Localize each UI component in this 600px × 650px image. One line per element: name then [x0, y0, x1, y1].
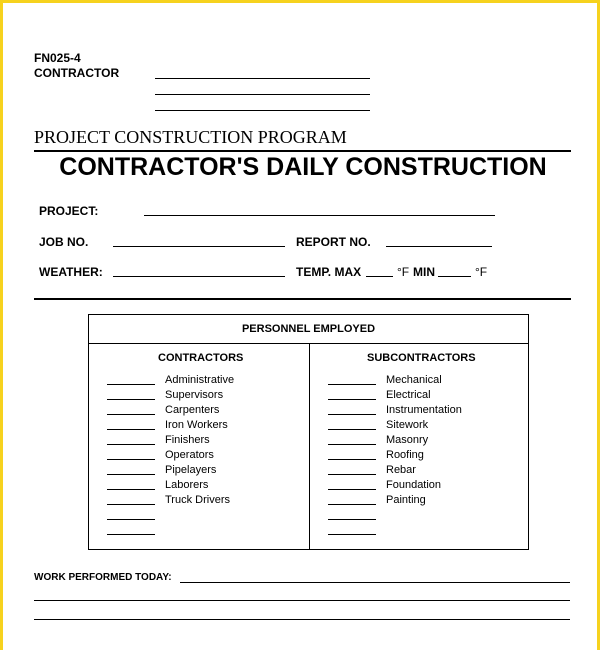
subcontractor-label: Instrumentation [386, 404, 462, 416]
contractor-count-field[interactable] [107, 429, 155, 430]
contractor-label: Finishers [165, 434, 210, 446]
weather-label: WEATHER: [39, 265, 103, 279]
subcontractor-count-field[interactable] [328, 384, 376, 385]
contractor-label: Laborers [165, 479, 209, 491]
work-performed-line-3[interactable] [34, 619, 570, 620]
contractor-count-field[interactable] [107, 519, 155, 520]
contractor-label: Supervisors [165, 389, 224, 401]
contractors-title: CONTRACTORS [158, 352, 244, 364]
subcontractor-label: Foundation [386, 479, 442, 491]
job-no-label: JOB NO. [39, 235, 89, 249]
contractor-label: Iron Workers [165, 419, 228, 431]
main-title: CONTRACTOR'S DAILY CONSTRUCTION [59, 153, 547, 181]
personnel-box [88, 314, 529, 550]
contractor-label: Operators [165, 449, 214, 461]
title-rule [34, 150, 571, 152]
contractor-label: Pipelayers [165, 464, 217, 476]
temp-min-field[interactable] [438, 276, 471, 277]
contractor-count-field[interactable] [107, 474, 155, 475]
subcontractor-label: Electrical [386, 389, 431, 401]
temp-max-unit: °F [397, 265, 410, 279]
contractor-count-field[interactable] [107, 459, 155, 460]
project-label: PROJECT: [39, 204, 99, 218]
subcontractor-label: Painting [386, 494, 426, 506]
contractor-label: Truck Drivers [165, 494, 230, 506]
report-no-label: REPORT NO. [296, 235, 371, 249]
contractor-count-field[interactable] [107, 534, 155, 535]
subcontractor-label: Masonry [386, 434, 429, 446]
subcontractor-count-field[interactable] [328, 474, 376, 475]
report-no-field[interactable] [386, 246, 492, 247]
personnel-divider [309, 343, 310, 549]
contractor-label: CONTRACTOR [34, 66, 120, 80]
subcontractor-count-field[interactable] [328, 489, 376, 490]
temp-max-label: TEMP. MAX [296, 265, 362, 279]
contractor-count-field[interactable] [107, 399, 155, 400]
program-title: PROJECT CONSTRUCTION PROGRAM [34, 127, 347, 147]
contractor-line-3[interactable] [155, 110, 370, 111]
job-no-field[interactable] [113, 246, 285, 247]
section-rule [34, 298, 571, 300]
work-performed-line-2[interactable] [34, 600, 570, 601]
contractor-count-field[interactable] [107, 414, 155, 415]
contractor-count-field[interactable] [107, 504, 155, 505]
subcontractor-count-field[interactable] [328, 414, 376, 415]
contractor-line-1[interactable] [155, 78, 370, 79]
subcontractor-count-field[interactable] [328, 429, 376, 430]
subcontractors-title: SUBCONTRACTORS [367, 352, 476, 364]
subcontractor-count-field[interactable] [328, 399, 376, 400]
contractor-line-2[interactable] [155, 94, 370, 95]
project-field[interactable] [144, 215, 495, 216]
subcontractor-count-field[interactable] [328, 519, 376, 520]
personnel-title: PERSONNEL EMPLOYED [89, 315, 528, 344]
weather-field[interactable] [113, 276, 285, 277]
contractor-count-field[interactable] [107, 444, 155, 445]
subcontractor-count-field[interactable] [328, 459, 376, 460]
contractor-count-field[interactable] [107, 489, 155, 490]
subcontractor-count-field[interactable] [328, 504, 376, 505]
subcontractor-label: Sitework [386, 419, 429, 431]
form-code: FN025-4 [34, 51, 81, 65]
contractor-label: Carpenters [165, 404, 220, 416]
subcontractor-label: Rebar [386, 464, 416, 476]
work-performed-line-1[interactable] [180, 582, 570, 583]
temp-max-field[interactable] [366, 276, 393, 277]
temp-min-label: MIN [413, 265, 435, 279]
contractor-label: Administrative [165, 374, 235, 386]
temp-min-unit: °F [475, 265, 488, 279]
subcontractor-label: Mechanical [386, 374, 442, 386]
contractor-count-field[interactable] [107, 384, 155, 385]
subcontractor-count-field[interactable] [328, 444, 376, 445]
subcontractor-count-field[interactable] [328, 534, 376, 535]
subcontractor-label: Roofing [386, 449, 424, 461]
work-performed-label: WORK PERFORMED TODAY: [34, 572, 172, 583]
